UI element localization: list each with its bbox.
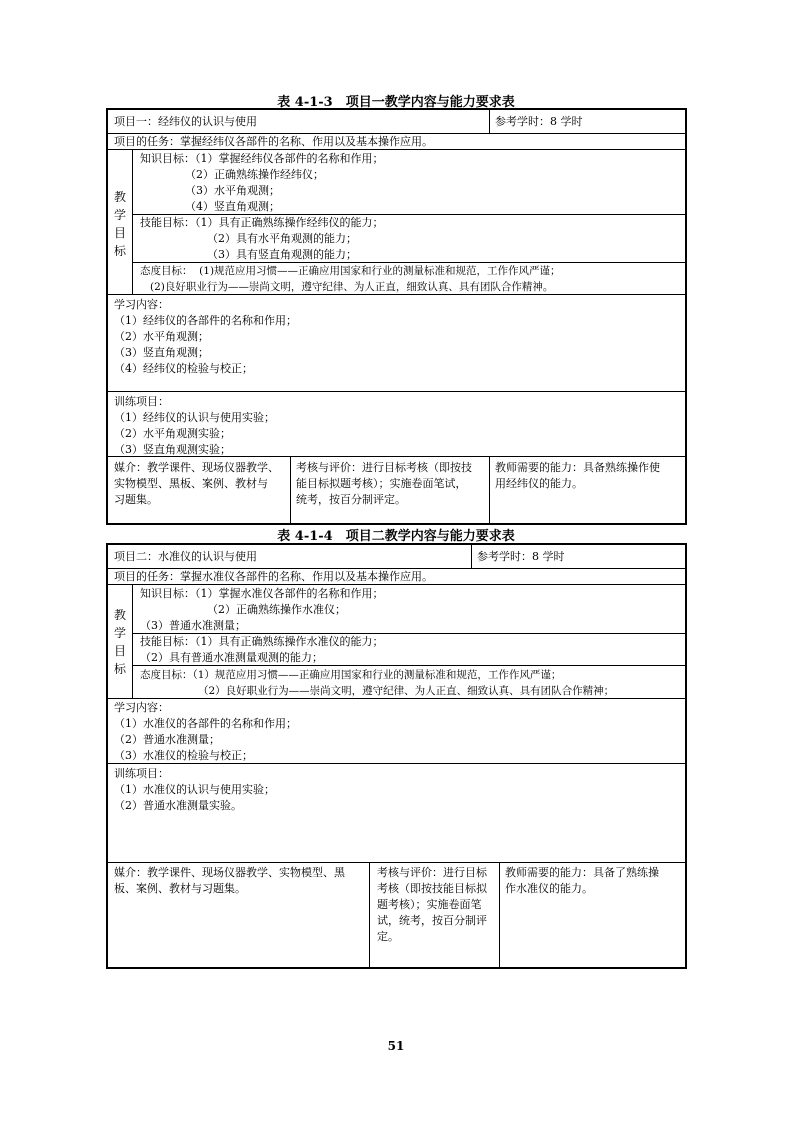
table2-task: 项目的任务：掌握水准仪各部件的名称、作用以及基本操作应用。: [114, 570, 433, 583]
table2: 项目二：水准仪的认识与使用 参考学时：8 学时 项目的任务：掌握水准仪各部件的名称、作用以及基本操作应用。 教 学 目 标 知识目标：（1）掌握水准仪各部件的名称和作用； （2）正确熟练操作水准仪； （3）普通水准测量； 技能目标：（1）具有正确熟练操作水准仪的能力； （2）具有普通水准测量观测的能力； 态度目标：（1）规范应用习惯——正确应用国家和行业的测量标准和规范，工作作风严谨； （2）良好职业行为——崇尚文明，遵守纪律、为人正直、细致认真、具有团队合作精神； 学习内容： （1）水准仪的各部件的名称和作用； （2）普通水准测量； （3）水准仪的检验与校正； 训练项目： （1）水准仪的认识与使用实验； （2）普通水准测量实验。 媒介：教学课件、现场仪器教学、实物模型、黑 板、案例、教材与习题集。 考核与评价：进行目标 考核（即按技能目标拟 题考核）；实施卷面笔 试，统考，按百分制评 定。 教师需要的能力：具备了熟练操 作水准仪的能力。: [106, 543, 687, 969]
table2-teacher-ability: 教师需要的能力：具备了熟练操 作水准仪的能力。: [505, 866, 659, 895]
table1-media: 媒介：教学课件、现场仪器教学、 实物模型、黑板、案例、教材与 习题集。: [114, 461, 279, 506]
table1-attitude-goals: 态度目标： (1)规范应用习惯——正确应用国家和行业的测量标准和规范，工作作风严谨； (2)良好职业行为——崇尚文明，遵守纪律、为人正直，细致认真、具有团队合作精神。: [140, 265, 561, 293]
table2-skill-goals: 技能目标：（1）具有正确熟练操作水准仪的能力； （2）具有普通水准测量观测的能力；: [140, 635, 384, 664]
table1-task: 项目的任务：掌握经纬仪各部件的名称、作用以及基本操作应用。: [114, 135, 433, 148]
page-number: 51: [387, 1039, 405, 1053]
table1-learning-content: 学习内容： （1）经纬仪的各部件的名称和作用； （2）水平角观测； （3）竖直角观测； （4）经纬仪的检验与校正；: [114, 298, 297, 375]
table1-assessment: 考核与评价：进行目标考核（即按技 能目标拟题考核）；实施卷面笔试， 统考，按百分制评定。: [296, 461, 472, 506]
table2-media: 媒介：教学课件、现场仪器教学、实物模型、黑 板、案例、教材与习题集。: [114, 866, 345, 895]
table2-knowledge-goals: 知识目标：（1）掌握水准仪各部件的名称和作用； （2）正确熟练操作水准仪； （3）普通水准测量；: [140, 587, 384, 632]
table1-hours: 参考学时：8 学时: [495, 115, 583, 128]
table1: 项目一：经纬仪的认识与使用 参考学时：8 学时 项目的任务：掌握经纬仪各部件的名称、作用以及基本操作应用。 教 学 目 标 知识目标：（1）掌握经纬仪各部件的名称和作用； （2）正确熟练操作经纬仪； （3）水平角观测； （4）竖直角观测； 技能目标：（1）具有正确熟练操作经纬仪的能力； （2）具有水平角观测的能力； （3）具有竖直角观测的能力； 态度目标： (1)规范应用习惯——正确应用国家和行业的测量标准和规范，工作作风严谨； (2)良好职业行为——崇尚文明，遵守纪律、为人正直，细致认真、具有团队合作精神。 学习内容： （1）经纬仪的各部件的名称和作用； （2）水平角观测； （3）竖直角观测； （4）经纬仪的检验与校正； 训练项目： （1）经纬仪的认识与使用实验； （2）水平角观测实验； （3）竖直角观测实验； 媒介：教学课件、现场仪器教学、 实物模型、黑板、案例、教材与 习题集。 考核与评价：进行目标考核（即按技 能目标拟题考核）；实施卷面笔试， 统考，按百分制评定。 教师需要的能力：具备熟练操作使 用经纬仪的能力。: [106, 108, 687, 525]
table2-assessment: 考核与评价：进行目标 考核（即按技能目标拟 题考核）；实施卷面笔 试，统考，按百分制评 定。: [377, 866, 487, 943]
table2-training: 训练项目： （1）水准仪的认识与使用实验； （2）普通水准测量实验。: [114, 767, 275, 812]
table1-project-title: 项目一：经纬仪的认识与使用: [114, 115, 257, 128]
table1-caption: 表 4-1-3 项目一教学内容与能力要求表: [277, 95, 515, 110]
table2-caption: 表 4-1-4 项目二教学内容与能力要求表: [277, 529, 515, 544]
table2-hours: 参考学时：8 学时: [477, 550, 565, 563]
table2-learning-content: 学习内容： （1）水准仪的各部件的名称和作用； （2）普通水准测量； （3）水准仪的检验与校正；: [114, 701, 297, 762]
table1-skill-goals: 技能目标：（1）具有正确熟练操作经纬仪的能力； （2）具有水平角观测的能力； （3）具有竖直角观测的能力；: [140, 216, 384, 261]
table1-training: 训练项目： （1）经纬仪的认识与使用实验； （2）水平角观测实验； （3）竖直角观测实验；: [114, 395, 275, 456]
table2-project-title: 项目二：水准仪的认识与使用: [114, 550, 257, 563]
table1-teacher-ability: 教师需要的能力：具备熟练操作使 用经纬仪的能力。: [495, 461, 660, 490]
table1-knowledge-goals: 知识目标：（1）掌握经纬仪各部件的名称和作用； （2）正确熟练操作经纬仪； （3）水平角观测； （4）竖直角观测；: [140, 152, 384, 213]
table2-attitude-goals: 态度目标：（1）规范应用习惯——正确应用国家和行业的测量标准和规范，工作作风严谨； （2）良好职业行为——崇尚文明，遵守纪律、为人正直、细致认真、具有团队合作精神；: [140, 669, 615, 697]
